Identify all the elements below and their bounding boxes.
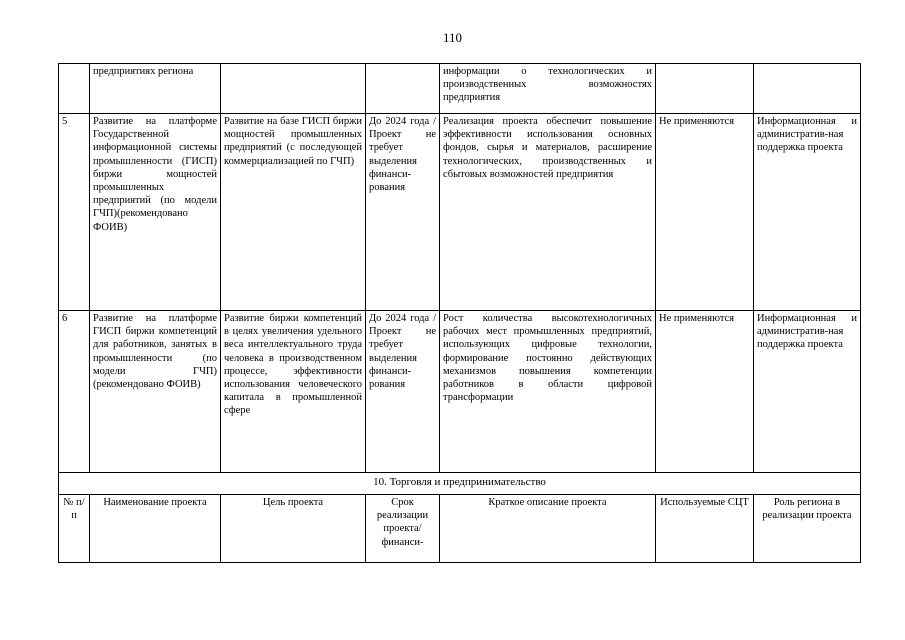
project-term-cell: До 2024 года / Проект не требует выделения финанси-рования [366,311,440,473]
table-row [59,114,861,311]
table-row [59,64,861,114]
header-name: Наименование проекта [90,495,221,563]
header-term: Срок реализации проекта/ финанси- [366,495,440,563]
table-row [59,311,861,473]
project-name-cell: Развитие на платформе Государственной информационной системы промышленности (ГИСП) биржи мощностей промышленных предприятий (по модели ГЧП)(рекомендовано ФОИВ) [90,114,221,311]
technologies-cell: Не применяются [656,311,754,473]
technologies-cell: Не применяются [656,114,754,311]
project-term-cell [366,64,440,114]
header-goal: Цель проекта [221,495,366,563]
technologies-cell [656,64,754,114]
project-goal-cell: Развитие биржи компетенций в целях увеличения удельного веса интеллектуального труда человека в производственном процессе, эффективности использования человеческого капитала в промышленной сфере [221,311,366,473]
section-title: 10. Торговля и предпринимательство [59,473,861,495]
header-technologies: Используемые СЦТ [656,495,754,563]
project-description-cell: информации о технологических и производственных возможностях предприятия [440,64,656,114]
header-num: № п/п [59,495,90,563]
header-row [59,495,861,563]
project-term-cell: До 2024 года / Проект не требует выделения финанси-рования [366,114,440,311]
region-role-cell: Информационная и административ-ная поддержка проекта [754,311,861,473]
header-region-role: Роль региона в реализации проекта [754,495,861,563]
row-number: 5 [59,114,90,311]
projects-table [58,63,861,563]
project-description-cell: Реализация проекта обеспечит повышение эффективности использования основных фондов, сырья и материалов, расширение технологических, производственных и сбытовых возможностей предприятия [440,114,656,311]
row-number [59,64,90,114]
region-role-cell [754,64,861,114]
project-name-cell: предприятиях региона [90,64,221,114]
project-name-cell: Развитие на платформе ГИСП биржи компетенций для работников, занятых в промышленности (по модели ГЧП) (рекомендовано ФОИВ) [90,311,221,473]
header-description: Краткое описание проекта [440,495,656,563]
project-goal-cell: Развитие на базе ГИСП биржи мощностей промышленных предприятий (с последующей коммерциализацией по ГЧП) [221,114,366,311]
project-goal-cell [221,64,366,114]
region-role-cell: Информационная и административ-ная поддержка проекта [754,114,861,311]
project-description-cell: Рост количества высокотехнологичных рабочих мест промышленных предприятий, использующих цифровые технологии, формирование постоянно действующих механизмов повышения компетенции работников в области цифровой трансформации [440,311,656,473]
section-row [59,473,861,495]
row-number: 6 [59,311,90,473]
page-number: 110 [442,30,463,45]
